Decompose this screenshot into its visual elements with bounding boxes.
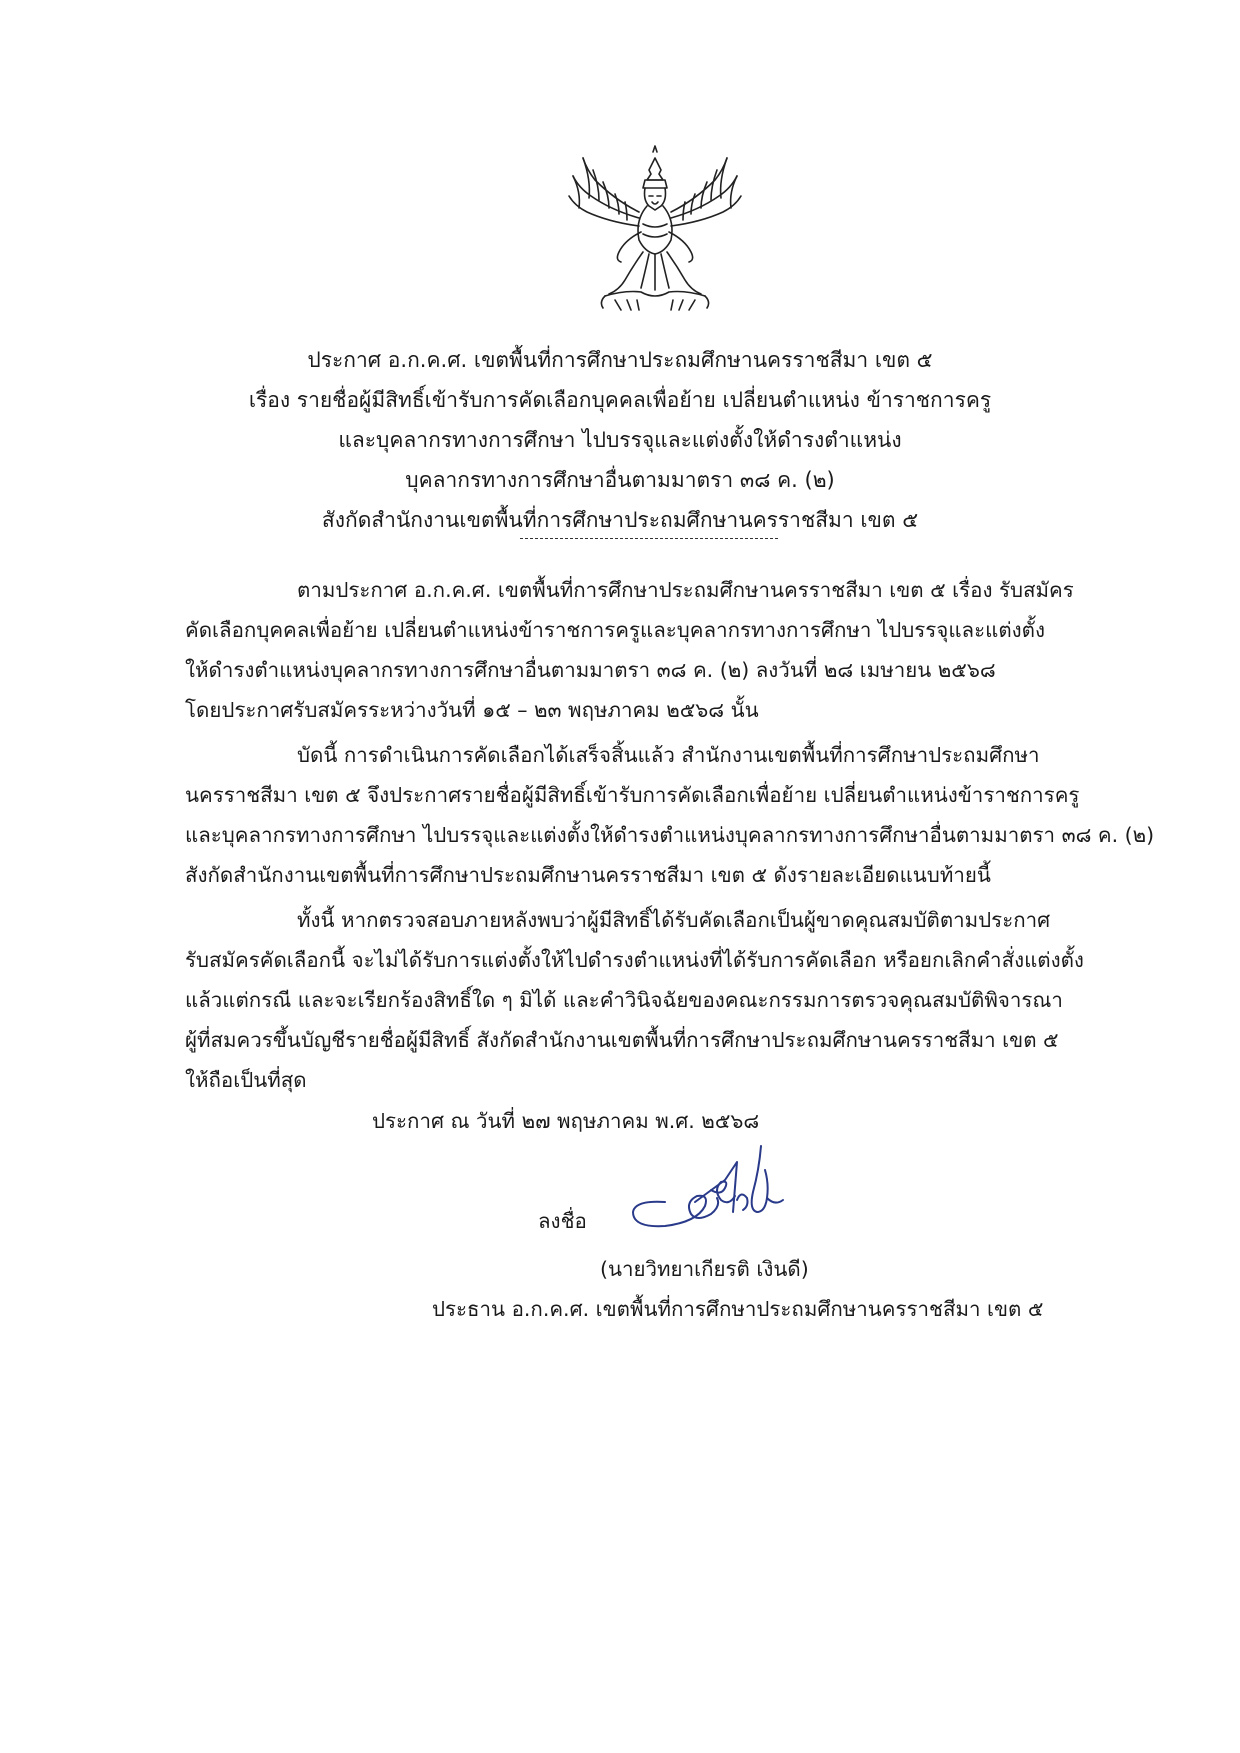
paragraph-1 xyxy=(185,570,1080,730)
handwritten-signature xyxy=(625,1140,800,1250)
paragraph-3-line-2: รับสมัครคัดเลือกนี้ จะไม่ได้รับการแต่งตั้งให้ไปดำรงตำแหน่งที่ได้รับการคัดเลือก หรือยกเลิกคำสั่งแต่งตั้ง xyxy=(185,948,1084,972)
paragraph-1-line-3: ให้ดำรงตำแหน่งบุคลากรทางการศึกษาอื่นตามมาตรา ๓๘ ค. (๒) ลงวันที่ ๒๘ เมษายน ๒๕๖๘ xyxy=(185,658,996,682)
heading-line-4: บุคลากรทางการศึกษาอื่นตามมาตรา ๓๘ ค. (๒) xyxy=(405,468,835,492)
paragraph-2-line-4: สังกัดสำนักงานเขตพื้นที่การศึกษาประถมศึกษานครราชสีมา เขต ๕ ดังรายละเอียดแนบท้ายนี้ xyxy=(185,863,991,887)
paragraph-2-line-1: บัดนี้ การดำเนินการคัดเลือกได้เสร็จสิ้นแล้ว สำนักงานเขตพื้นที่การศึกษาประถมศึกษา xyxy=(297,743,1040,767)
signer-title: ประธาน อ.ก.ค.ศ. เขตพื้นที่การศึกษาประถมศึกษานครราชสีมา เขต ๕ xyxy=(432,1297,1044,1321)
heading-line-5: สังกัดสำนักงานเขตพื้นที่การศึกษาประถมศึกษานครราชสีมา เขต ๕ xyxy=(321,508,919,532)
heading-line-2: เรื่อง รายชื่อผู้มีสิทธิ์เข้ารับการคัดเลือกบุคคลเพื่อย้าย เปลี่ยนตำแหน่ง ข้าราชการครู xyxy=(248,388,992,412)
paragraph-3-line-5: ให้ถือเป็นที่สุด xyxy=(185,1068,307,1092)
paragraph-1-line-4: โดยประกาศรับสมัครระหว่างวันที่ ๑๕ – ๒๓ พฤษภาคม ๒๕๖๘ นั้น xyxy=(185,698,759,722)
garuda-emblem-icon xyxy=(565,140,745,315)
paragraph-2-line-2: นครราชสีมา เขต ๕ จึงประกาศรายชื่อผู้มีสิทธิ์เข้ารับการคัดเลือกเพื่อย้าย เปลี่ยนตำแหน่งข้าราชการครู xyxy=(185,783,1080,807)
paragraph-3 xyxy=(185,900,1084,1100)
heading-line-3: และบุคลากรทางการศึกษา ไปบรรจุและแต่งตั้งให้ดำรงตำแหน่ง xyxy=(338,428,902,452)
heading-line-1: ประกาศ อ.ก.ค.ศ. เขตพื้นที่การศึกษาประถมศึกษานครราชสีมา เขต ๕ xyxy=(307,348,933,372)
signature-label: ลงชื่อ xyxy=(538,1209,587,1233)
paragraph-1-line-1: ตามประกาศ อ.ก.ค.ศ. เขตพื้นที่การศึกษาประถมศึกษานครราชสีมา เขต ๕ เรื่อง รับสมัคร xyxy=(297,578,1074,602)
document-heading xyxy=(100,340,1140,540)
paragraph-1-line-2: คัดเลือกบุคคลเพื่อย้าย เปลี่ยนตำแหน่งข้าราชการครูและบุคลากรทางการศึกษา ไปบรรจุและแต่งตั้ง xyxy=(185,618,1045,642)
paragraph-2 xyxy=(185,735,1155,895)
paragraph-3-line-3: แล้วแต่กรณี และจะเรียกร้องสิทธิ์ใด ๆ มิได้ และคำวินิจฉัยของคณะกรรมการตรวจคุณสมบัติพิจารณา xyxy=(185,988,1063,1012)
heading-divider xyxy=(520,538,778,539)
signer-name: (นายวิทยาเกียรติ เงินดี) xyxy=(600,1257,809,1281)
paragraph-2-line-3: และบุคลากรทางการศึกษา ไปบรรจุและแต่งตั้งให้ดำรงตำแหน่งบุคลากรทางการศึกษาอื่นตามมาตรา ๓๘ ค. (๒) xyxy=(185,823,1155,847)
paragraph-3-line-4: ผู้ที่สมควรขึ้นบัญชีรายชื่อผู้มีสิทธิ์ สังกัดสำนักงานเขตพื้นที่การศึกษาประถมศึกษานครราชสีมา เขต ๕ xyxy=(185,1028,1059,1052)
announcement-date: ประกาศ ณ วันที่ ๒๗ พฤษภาคม พ.ศ. ๒๕๖๘ xyxy=(372,1109,760,1133)
paragraph-3-line-1: ทั้งนี้ หากตรวจสอบภายหลังพบว่าผู้มีสิทธิ์ได้รับคัดเลือกเป็นผู้ขาดคุณสมบัติตามประกาศ xyxy=(297,908,1051,932)
